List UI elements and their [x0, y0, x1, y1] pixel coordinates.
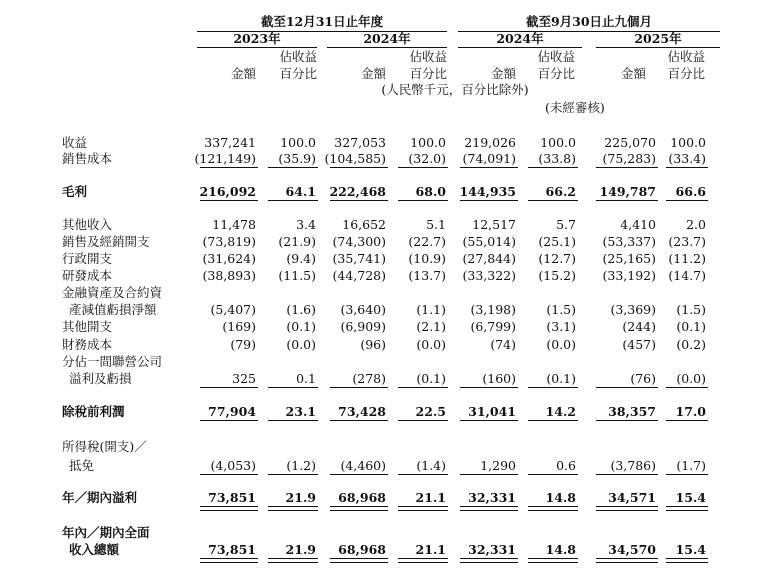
row-label: 其他收入 [62, 217, 113, 232]
percent-cell: (0.0) [676, 371, 706, 386]
percent-cell: (0.0) [416, 337, 446, 352]
total-double-rule [200, 558, 258, 563]
amount-cell: 73,851 [208, 542, 256, 557]
amount-cell: 327,053 [334, 135, 386, 150]
row-label: 財務成本 [62, 337, 113, 352]
percent-cell: 0.1 [296, 371, 316, 386]
amount-cell: 73,428 [338, 404, 386, 419]
subtotal-rule [460, 420, 518, 421]
percent-cell: (32.0) [408, 151, 446, 166]
subtotal-rule [528, 200, 578, 201]
subtotal-rule [330, 167, 388, 168]
pct-header: 佔收益 [667, 49, 705, 64]
amount-cell: 68,968 [338, 542, 386, 557]
percent-cell: (25.1) [538, 234, 576, 249]
pct-header: 百分比 [279, 66, 317, 81]
percent-cell: (1.6) [286, 302, 316, 317]
subtotal-rule [398, 200, 448, 201]
amount-cell: (33,322) [462, 268, 516, 283]
amount-cell: 32,331 [468, 490, 516, 505]
percent-cell: 5.7 [556, 217, 576, 232]
amount-cell: (4,460) [340, 458, 386, 473]
subtotal-rule [268, 474, 318, 475]
percent-cell: (11.5) [278, 268, 316, 283]
row-label: 所得稅(開支)／ [62, 439, 147, 454]
subtotal-rule [666, 167, 708, 168]
percent-cell: (3.1) [546, 319, 576, 334]
percent-cell: 17.0 [675, 404, 706, 419]
total-double-rule [666, 558, 708, 563]
pct-header: 百分比 [667, 66, 705, 81]
percent-cell: 21.1 [415, 490, 446, 505]
header-rule [327, 47, 447, 48]
amount-cell: (5,407) [210, 302, 256, 317]
percent-cell: 0.6 [556, 458, 576, 473]
amount-header: 金額 [620, 66, 646, 81]
total-double-rule [330, 506, 388, 511]
percent-cell: (13.7) [408, 268, 446, 283]
row-label-continued: 溢利及虧損 [69, 371, 132, 386]
percent-cell: 5.1 [426, 217, 446, 232]
subtotal-rule [528, 420, 578, 421]
amount-cell: (74,091) [462, 151, 516, 166]
percent-cell: 66.6 [675, 184, 706, 199]
amount-cell: (27,844) [462, 251, 516, 266]
year-header: 2024年 [496, 31, 544, 46]
amount-cell: (3,198) [470, 302, 516, 317]
subtotal-rule [268, 200, 318, 201]
year-header: 2024年 [363, 31, 411, 46]
percent-cell: 21.9 [285, 542, 316, 557]
pct-header: 百分比 [409, 66, 447, 81]
row-label-continued: 抵免 [69, 458, 95, 473]
amount-cell: (457) [622, 337, 656, 352]
total-double-rule [268, 506, 318, 511]
subtotal-rule [666, 200, 708, 201]
pct-header: 佔收益 [537, 49, 575, 64]
percent-cell: (12.7) [538, 251, 576, 266]
amount-cell: 149,787 [599, 184, 656, 199]
amount-cell: (55,014) [462, 234, 516, 249]
subtotal-rule [460, 200, 518, 201]
percent-cell: 14.2 [545, 404, 576, 419]
subtotal-rule [398, 167, 448, 168]
row-label-continued: 產減值虧損淨額 [69, 302, 157, 317]
unaudited-note: (未經審核) [545, 100, 605, 115]
percent-cell: (35.9) [278, 151, 316, 166]
percent-cell: 100.0 [670, 135, 706, 150]
amount-cell: (3,786) [610, 458, 656, 473]
amount-cell: 32,331 [468, 542, 516, 557]
subtotal-rule [200, 167, 258, 168]
unit-note: (人民幣千元，百分比除外) [381, 82, 529, 97]
amount-cell: 16,652 [342, 217, 386, 232]
percent-cell: 66.2 [545, 184, 576, 199]
percent-cell: 3.4 [296, 217, 316, 232]
subtotal-rule [268, 387, 318, 388]
amount-cell: (169) [222, 319, 256, 334]
amount-cell: 219,026 [464, 135, 516, 150]
amount-cell: (6,799) [470, 319, 516, 334]
subtotal-rule [330, 387, 388, 388]
amount-cell: 31,041 [468, 404, 516, 419]
amount-cell: (44,728) [332, 268, 386, 283]
row-label: 其他開支 [62, 319, 113, 334]
pct-header: 百分比 [537, 66, 575, 81]
subtotal-rule [200, 474, 258, 475]
subtotal-rule [666, 474, 708, 475]
percent-cell: 64.1 [285, 184, 316, 199]
subtotal-rule [596, 474, 658, 475]
subtotal-rule [268, 167, 318, 168]
total-double-rule [528, 506, 578, 511]
percent-cell: 14.8 [545, 490, 576, 505]
subtotal-rule [330, 474, 388, 475]
row-label: 銷售成本 [62, 151, 113, 166]
subtotal-rule [460, 387, 518, 388]
subtotal-rule [268, 420, 318, 421]
amount-cell: 77,904 [208, 404, 256, 419]
percent-cell: 68.0 [415, 184, 446, 199]
subtotal-rule [398, 387, 448, 388]
amount-cell: 11,478 [212, 217, 256, 232]
amount-cell: 34,570 [608, 542, 656, 557]
subtotal-rule [200, 387, 258, 388]
subtotal-rule [528, 387, 578, 388]
subtotal-rule [330, 420, 388, 421]
row-label: 銷售及經銷開支 [62, 234, 150, 249]
percent-cell: (1.1) [416, 302, 446, 317]
percent-cell: (33.8) [538, 151, 576, 166]
percent-cell: 14.8 [545, 542, 576, 557]
amount-cell: (74,300) [332, 234, 386, 249]
header-rule [197, 47, 317, 48]
amount-cell: (244) [622, 319, 656, 334]
percent-cell: (33.4) [668, 151, 706, 166]
amount-cell: (35,741) [332, 251, 386, 266]
total-double-rule [460, 558, 518, 563]
percent-cell: (1.4) [416, 458, 446, 473]
amount-cell: 38,357 [608, 404, 656, 419]
amount-cell: (96) [360, 337, 386, 352]
amount-cell: 1,290 [480, 458, 516, 473]
percent-cell: 100.0 [410, 135, 446, 150]
percent-cell: (0.1) [546, 371, 576, 386]
row-label: 研發成本 [62, 268, 113, 283]
total-double-rule [398, 558, 448, 563]
amount-cell: 216,092 [199, 184, 256, 199]
percent-cell: 22.5 [415, 404, 446, 419]
percent-cell: (0.0) [286, 337, 316, 352]
header-rule [458, 47, 582, 48]
amount-cell: (3,640) [340, 302, 386, 317]
percent-cell: (0.2) [676, 337, 706, 352]
percent-cell: (1.5) [676, 302, 706, 317]
amount-cell: (4,053) [210, 458, 256, 473]
percent-cell: (0.1) [416, 371, 446, 386]
percent-cell: 23.1 [285, 404, 316, 419]
amount-cell: 68,968 [338, 490, 386, 505]
subtotal-rule [596, 200, 658, 201]
percent-cell: (11.2) [668, 251, 706, 266]
percent-cell: (1.5) [546, 302, 576, 317]
amount-cell: 222,468 [329, 184, 386, 199]
amount-cell: (31,624) [202, 251, 256, 266]
subtotal-rule [460, 474, 518, 475]
row-label: 收益 [62, 135, 88, 150]
subtotal-rule [460, 167, 518, 168]
total-double-rule [596, 558, 658, 563]
percent-cell: 100.0 [280, 135, 316, 150]
total-double-rule [528, 558, 578, 563]
total-double-rule [666, 506, 708, 511]
row-label: 金融資產及合約資 [62, 285, 163, 300]
amount-header: 金額 [230, 66, 256, 81]
amount-cell: (74) [490, 337, 516, 352]
period-header-nine-months: 截至9月30日止九個月 [525, 14, 653, 29]
amount-cell: 225,070 [604, 135, 656, 150]
amount-cell: (33,192) [602, 268, 656, 283]
percent-cell: 21.1 [415, 542, 446, 557]
subtotal-rule [666, 420, 708, 421]
subtotal-rule [528, 474, 578, 475]
subtotal-rule [596, 420, 658, 421]
amount-header: 金額 [490, 66, 516, 81]
percent-cell: 2.0 [686, 217, 706, 232]
amount-cell: 34,571 [608, 490, 656, 505]
percent-cell: 15.4 [675, 542, 706, 557]
amount-cell: 4,410 [620, 217, 656, 232]
amount-cell: (75,283) [602, 151, 656, 166]
percent-cell: (9.4) [286, 251, 316, 266]
percent-cell: (15.2) [538, 268, 576, 283]
row-label: 年內／期內全面 [62, 525, 150, 540]
total-double-rule [460, 506, 518, 511]
amount-cell: (121,149) [194, 151, 256, 166]
percent-cell: 21.9 [285, 490, 316, 505]
amount-cell: (38,893) [202, 268, 256, 283]
amount-cell: 325 [232, 371, 256, 386]
subtotal-rule [528, 167, 578, 168]
total-double-rule [398, 506, 448, 511]
row-label: 除稅前利潤 [62, 404, 125, 419]
percent-cell: (10.9) [408, 251, 446, 266]
total-double-rule [330, 558, 388, 563]
amount-cell: 144,935 [459, 184, 516, 199]
amount-cell: (160) [482, 371, 516, 386]
subtotal-rule [596, 387, 658, 388]
percent-cell: (0.1) [286, 319, 316, 334]
row-label: 毛利 [62, 184, 88, 199]
subtotal-rule [596, 167, 658, 168]
subtotal-rule [666, 387, 708, 388]
total-double-rule [268, 558, 318, 563]
amount-cell: (104,585) [324, 151, 386, 166]
period-header-full-year: 截至12月31日止年度 [260, 14, 384, 29]
percent-cell: (21.9) [278, 234, 316, 249]
row-label: 行政開支 [62, 251, 113, 266]
amount-cell: (76) [630, 371, 656, 386]
percent-cell: (22.7) [408, 234, 446, 249]
amount-cell: (6,909) [340, 319, 386, 334]
subtotal-rule [398, 420, 448, 421]
percent-cell: (0.0) [546, 337, 576, 352]
subtotal-rule [330, 200, 388, 201]
percent-cell: 100.0 [540, 135, 576, 150]
amount-cell: (278) [352, 371, 386, 386]
percent-cell: (1.2) [286, 458, 316, 473]
amount-cell: (73,819) [202, 234, 256, 249]
row-label: 年／期內溢利 [62, 490, 138, 505]
amount-cell: (25,165) [602, 251, 656, 266]
subtotal-rule [200, 200, 258, 201]
percent-cell: (0.1) [676, 319, 706, 334]
amount-cell: 337,241 [204, 135, 256, 150]
row-label-continued: 收入總額 [69, 542, 120, 557]
pct-header: 佔收益 [409, 49, 447, 64]
year-header: 2025年 [634, 31, 682, 46]
subtotal-rule [398, 474, 448, 475]
header-rule [596, 47, 720, 48]
row-label: 分佔一間聯營公司 [62, 354, 163, 369]
percent-cell: 15.4 [675, 490, 706, 505]
amount-cell: 73,851 [208, 490, 256, 505]
pct-header: 佔收益 [279, 49, 317, 64]
percent-cell: (1.7) [676, 458, 706, 473]
amount-cell: 12,517 [472, 217, 516, 232]
total-double-rule [200, 506, 258, 511]
amount-cell: (53,337) [602, 234, 656, 249]
subtotal-rule [200, 420, 258, 421]
percent-cell: (14.7) [668, 268, 706, 283]
year-header: 2023年 [233, 31, 281, 46]
percent-cell: (23.7) [668, 234, 706, 249]
amount-cell: (3,369) [610, 302, 656, 317]
percent-cell: (2.1) [416, 319, 446, 334]
amount-cell: (79) [230, 337, 256, 352]
amount-header: 金額 [360, 66, 386, 81]
total-double-rule [596, 506, 658, 511]
